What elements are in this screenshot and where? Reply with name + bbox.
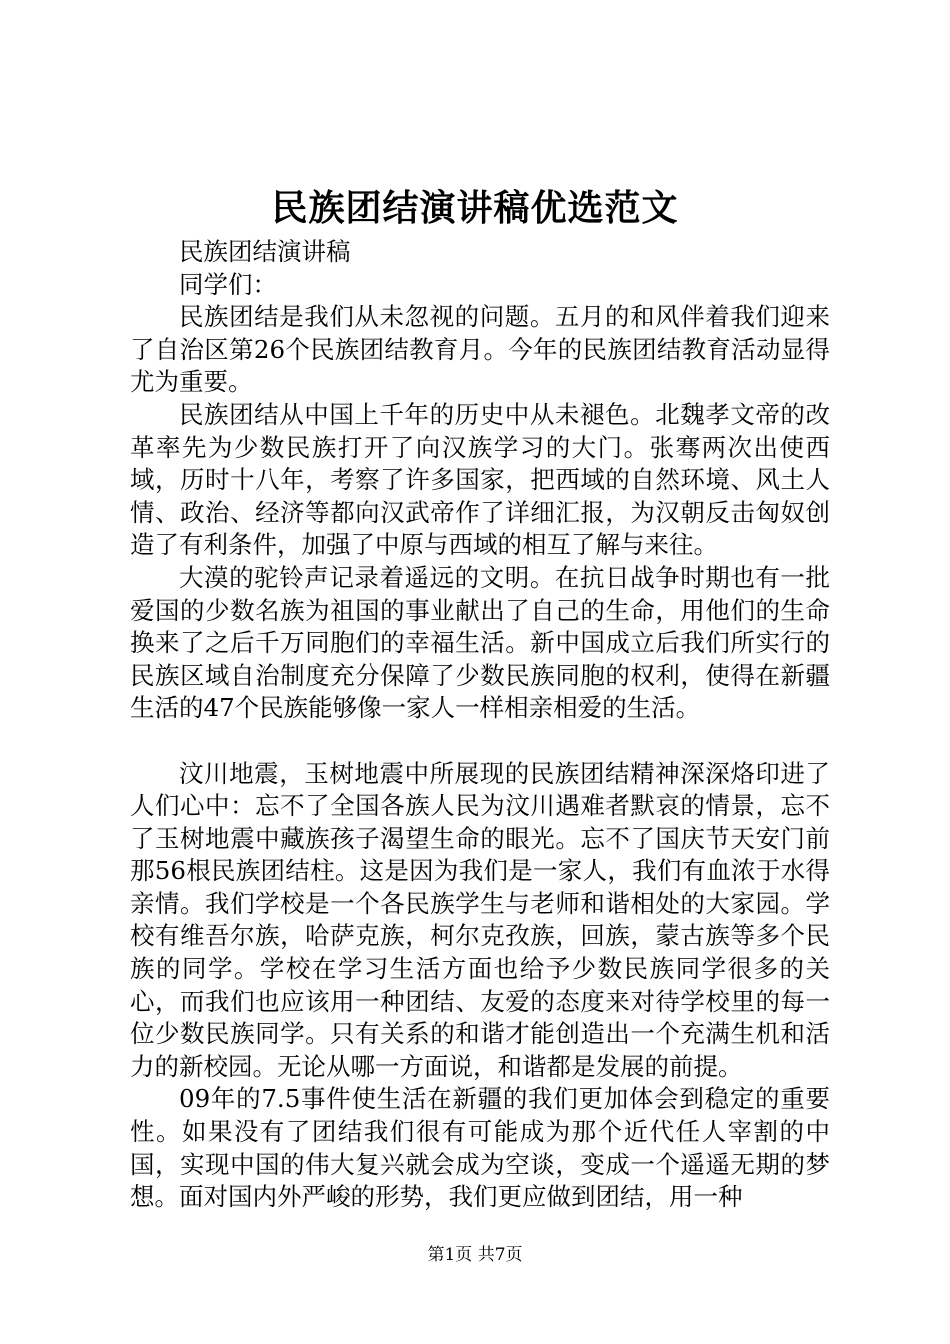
paragraph: 民族团结从中国上千年的历史中从未褪色。北魏孝文帝的改革率先为少数民族打开了向汉族学习的大门。张骞两次出使西域，历时十八年，考察了许多国家，把西域的自然环境、风土人情、政治、经济等都向汉武帝作了详细汇报，为汉朝反击匈奴创造了有利条件，加强了中原与西域的相互了解与来往。 — [130, 399, 830, 560]
paragraph-salutation: 同学们： — [179, 269, 277, 299]
paragraph: 09年的7.5事件使生活在新疆的我们更加体会到稳定的重要性。如果没有了团结我们很有可能成为那个近代任人宰割的中国，实现中国的伟大复兴就会成为空谈，变成一个遥遥无期的梦想。面对国内外严峻的形势，我们更应做到团结，用一种 — [130, 1084, 830, 1212]
page-footer: 第1页 共7页 — [427, 1245, 523, 1265]
blank-line — [130, 725, 830, 758]
document-body — [130, 236, 830, 1214]
paragraph: 大漠的驼铃声记录着遥远的文明。在抗日战争时期也有一批爱国的少数名族为祖国的事业献出了自己的生命，用他们的生命换来了之后千万同胞们的幸福生活。新中国成立后我们所实行的民族区域自治制度充分保障了少数民族同胞的权利，使得在新疆生活的47个民族能够像一家人一样相亲相爱的生活。 — [130, 562, 830, 723]
paragraph: 汶川地震，玉树地震中所展现的民族团结精神深深烙印进了人们心中：忘不了全国各族人民为汶川遇难者默哀的情景，忘不了玉树地震中藏族孩子渴望生命的眼光。忘不了国庆节天安门前那56根民族团结柱。这是因为我们是一家人，我们有血浓于水得亲情。我们学校是一个各民族学生与老师和谐相处的大家园。学校有维吾尔族，哈萨克族，柯尔克孜族，回族，蒙古族等多个民族的同学。学校在学习生活方面也给予少数民族同学很多的关心，而我们也应该用一种团结、友爱的态度来对待学校里的每一位少数民族同学。只有关系的和谐才能创造出一个充满生机和活力的新校园。无论从哪一方面说，和谐都是发展的前提。 — [130, 758, 830, 1081]
paragraph: 民族团结是我们从未忽视的问题。五月的和风伴着我们迎来了自治区第26个民族团结教育月。今年的民族团结教育活动显得尤为重要。 — [130, 302, 830, 397]
document-title: 民族团结演讲稿优选范文 — [271, 187, 679, 229]
paragraph-heading: 民族团结演讲稿 — [179, 237, 351, 266]
